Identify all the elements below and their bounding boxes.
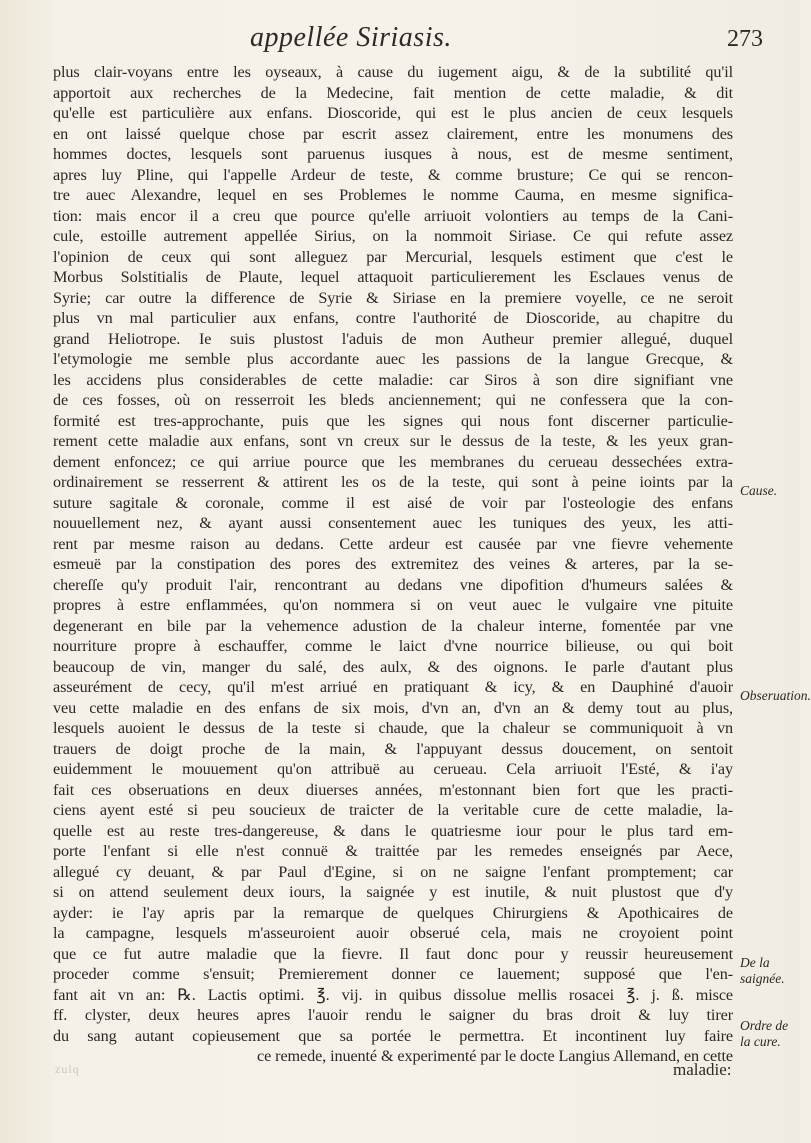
text-line: tion: mais encor il a creu que pource qu'elle arriuoit volontiers au temps de la Cani- <box>53 206 733 225</box>
text-line: nourriture propre à eschauffer, comme le laict d'vne nourrice bilieuse, ou qui boit <box>53 637 733 655</box>
margin-note-saignee: De la saignée. <box>740 955 785 986</box>
text-line: trauers de doigt proche de la main, & l'appuyant dessus doucement, on sentoit <box>53 739 733 758</box>
text-line: l'opinion de ceux qui sont alleguez par Mercurial, lesquels estiment que c'est le <box>53 247 733 266</box>
text-line: suture sagitale & coronale, comme il est aisé de voir par l'osteologie des enfans <box>53 493 733 512</box>
margin-note-ordre-cure: Ordre de la cure. <box>740 1018 789 1049</box>
margin-note-cause: Cause. <box>740 483 778 498</box>
text-line: la campagne, lesquels m'asseuroient auoir obserué cela, mais ne croyoient point <box>53 924 733 942</box>
text-line: fait ces obseruations en deux diuerses années, m'estonnant bien fort que les practi- <box>53 780 733 799</box>
text-line: ciens ayent esté si peu soucieux de traicter de la veritable cure de cette maladie, la- <box>53 801 733 819</box>
text-line: rement cette maladie aux enfans, sont vn creux sur le dessus de la teste, & les yeux gran- <box>53 432 733 450</box>
text-line: ce remede, inuenté & experimenté par le docte Langius Allemand, en cette <box>257 1047 733 1065</box>
text-line: quelle est au reste tres-dangereuse, & dans le quatriesme iour pour le plus tard em- <box>53 821 733 840</box>
text-line: veu cette maladie en des enfans de six mois, d'vn an, d'vn an & demy tout au plus, <box>53 698 733 717</box>
body-text <box>53 62 733 1067</box>
text-line: plus vn mal particulier aux enfans, contre l'authorité de Dioscoride, au chapitre du <box>53 309 733 327</box>
text-line: les accidens plus considerables de cette maladie: car Siros à son dire signifiant vne <box>53 370 733 389</box>
text-line: que ce fut autre maladie que la fievre. Il faut donc pour y reussir heureusement <box>53 944 733 963</box>
text-line: grand Heliotrope. Ie suis plustost l'aduis de mon Autheur premier allegué, duquel <box>53 329 733 348</box>
text-line: fant ait vn an: ℞. Lactis optimi. ℥. vij. in quibus dissolue mellis rosacei ℥. j. ß. misce <box>53 985 733 1004</box>
text-line: en ont laissé quelque chose par escrit assez clairement, entre les monumens des <box>53 124 733 143</box>
margin-note-observation: Obseruation. <box>740 688 811 703</box>
text-line: ayder: ie l'ay apris par la remarque de quelques Chirurgiens & Apothicaires de <box>53 903 733 922</box>
text-line: si on attend seulement deux iours, la saignée y est inutile, & nuit plustost que d'y <box>53 883 733 901</box>
text-line: chereſſe qu'y produit l'air, rencontrant au dedans vne dipofition d'humeurs salées & <box>53 575 733 594</box>
text-line: beaucoup de vin, manger du salé, des aulx, & des oignons. Ie parle d'autant plus <box>53 657 733 676</box>
text-line: ff. clyster, deux heures apres l'auoir rendu le saigner du bras droit & luy tirer <box>53 1006 733 1024</box>
text-line: l'etymologie me semble plus accordante auec les passions de la langue Grecque, & <box>53 350 733 368</box>
text-line: Morbus Solstitialis de Plaute, lequel attaquoit particulierement les Esclaues venus de <box>53 268 733 286</box>
text-line: Syrie; car outre la difference de Syrie & Siriase en la premiere voyelle, ce ne seroit <box>53 288 733 307</box>
text-line: dement enfoncez; ce qui arriue pource que les membranes du cerueau dessechées extra- <box>53 452 733 471</box>
running-head <box>0 22 800 62</box>
text-line: euidemment le mouuement qu'on attribuë au cerueau. Cela arriuoit l'Esté, & i'ay <box>53 760 733 778</box>
page-number: 273 <box>727 26 763 52</box>
text-line: plus clair-voyans entre les oyseaux, à cause du iugement aigu, & de la subtilité qu'il <box>53 63 733 81</box>
text-line: esmeuë par la constipation des pores des extremitez des veines & arteres, par la se- <box>53 555 733 573</box>
text-line: propres à estre enflammées, qu'on nommera si on veut auec le vulgaire vne pituite <box>53 596 733 614</box>
text-line: tre auec Alexandre, lequel en ses Problemes le nomme Cauma, en mesme significa- <box>53 186 733 204</box>
text-line: allegué cy deuant, & par Paul d'Egine, si on ne saigne l'enfant promptement; car <box>53 862 733 881</box>
text-line: asseurément de cecy, qu'il m'est arriué en pratiquant & icy, & en Dauphiné d'auoir <box>53 678 733 696</box>
bleed-through-mark: zulq <box>55 1062 80 1076</box>
catchword: maladie: <box>673 1060 732 1079</box>
text-line: apres luy Pline, qui l'appelle Ardeur de teste, & comme brusture; Ce qui se rencon- <box>53 165 733 184</box>
text-line: porte l'enfant si elle n'est connuë & traittée par les remedes enseignés par Aece, <box>53 842 733 860</box>
text-line: degenerant en bile par la vehemence adustion de la chaleur interne, fomentée par vne <box>53 616 733 635</box>
running-title: appellée Siriasis. <box>250 22 452 53</box>
text-line: cule, estoille autrement appellée Sirius, on la nommoit Siriase. Ce qui refute assez <box>53 227 733 245</box>
text-line: qu'elle est particulière aux enfans. Dioscoride, qui est le plus ancien de ceux lesquels <box>53 104 733 122</box>
text-line: nouuellement nez, & ayant aussi consentement auec les tuniques des yeux, les atti- <box>53 514 733 532</box>
text-line: du sang autant copieusement que sa portée le permettra. Et incontinent luy faire <box>53 1026 733 1045</box>
text-line: apportoit aux recherches de la Medecine, fait mention de cette maladie, & dit <box>53 83 733 102</box>
text-line: lesquels auoient le dessus de la teste si chaude, que la chaleur se communiquoit à vn <box>53 719 733 737</box>
text-line: proceder comme s'ensuit; Premierement donner ce lauement; supposé que l'en- <box>53 965 733 983</box>
text-line: ordinairement se resserrent & attirent les os de la teste, qui sont à peine ioints par la <box>53 473 733 491</box>
text-line: formité est tres-approchante, puis que les signes qui nous font discerner particulie- <box>53 411 733 430</box>
text-line: hommes doctes, lesquels sont paruenus iusques à nous, est de mesme sentiment, <box>53 145 733 163</box>
text-line: de ces fosses, où on resserroit les bleds anciennement; qui ne confessera que la con- <box>53 391 733 409</box>
text-line: rent par mesme raison au dedans. Cette ardeur est causée par vne fievre vehemente <box>53 534 733 553</box>
